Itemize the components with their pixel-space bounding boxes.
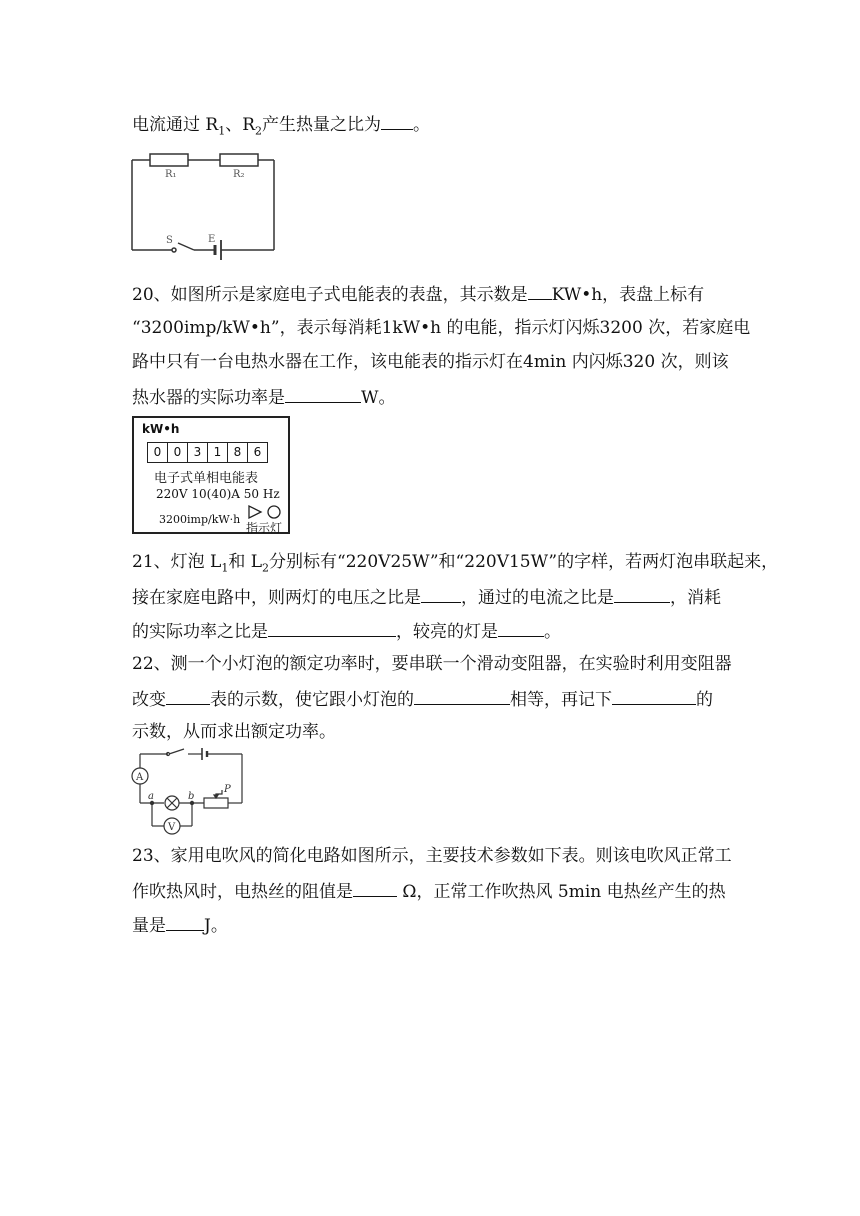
answer-blank[interactable] [498, 620, 544, 637]
series-circuit-diagram [128, 148, 278, 270]
s-label: S [166, 235, 173, 246]
answer-blank[interactable] [166, 688, 210, 705]
switch-blade [178, 243, 194, 250]
rheostat [204, 798, 228, 808]
q23-line-1: 23、家用电吹风的简化电路如图所示，主要技术参数如下表。则该电吹风正常工 [132, 846, 732, 866]
q19-line: 电流通过 $R_1$、$R_2$产生热量之比为 。 [132, 115, 431, 138]
q22-line-2: 改变 表的示数，使它跟小灯泡的 相等，再记下 的 [132, 690, 713, 710]
answer-blank[interactable] [166, 914, 204, 931]
q23-line-2: 作吹热风时，电热丝的阻值是 Ω，正常工作吹热风 5min 电热丝产生的热 [132, 882, 726, 902]
slider-p-label: P [224, 784, 231, 795]
meter-digit: 0 [168, 443, 188, 462]
q22-line-1: 22、测一个小灯泡的额定功率时，要串联一个滑动变阻器，在实验时利用变阻器 [132, 654, 732, 674]
meter-indicator-label: 指示灯 [246, 521, 283, 535]
meter-digit: 6 [253, 445, 262, 459]
meter-digit: 1 [208, 443, 228, 462]
point-b-label: b [188, 791, 195, 802]
q21-line-2: 接在家庭电路中，则两灯的电压之比是 ，通过的电流之比是 ，消耗 [132, 588, 721, 608]
q22-line-3: 示数，从而求出额定功率。 [132, 722, 336, 742]
answer-blank[interactable] [528, 283, 552, 300]
answer-blank[interactable] [421, 586, 461, 603]
answer-blank[interactable] [614, 586, 670, 603]
answer-blank[interactable] [353, 880, 397, 897]
meter-unit: kW•h [142, 422, 180, 436]
q21-line-1: 21、灯泡 $L_1$和 $L_2$分别标有“220V25W”和“220V15W”的字样，若两灯泡串联起来， [132, 552, 779, 575]
ammeter-label: A [136, 772, 144, 783]
switch-blade [169, 749, 184, 754]
meter-digit: 8 [228, 443, 248, 462]
indicator-icon [247, 504, 287, 520]
r2-label: R₂ [233, 169, 245, 180]
voltmeter-label: V [168, 822, 176, 833]
q21-line-3: 的实际功率之比是 ，较亮的灯是 。 [132, 622, 561, 642]
q20-line-2: “3200imp/kW•h”，表示每消耗1kW•h 的电能，指示灯闪烁3200 次，若家庭电 [132, 318, 751, 338]
meter-title: 电子式单相电能表 [154, 471, 259, 486]
resistor-r2 [220, 154, 258, 166]
q20-line-4: 热水器的实际功率是 W。 [132, 388, 396, 408]
meter-digit: 3 [188, 443, 208, 462]
meter-spec: 220V 10(40)A 50 Hz [156, 487, 280, 501]
answer-blank[interactable] [285, 386, 361, 403]
answer-blank[interactable] [268, 620, 396, 637]
r1-label: R₁ [165, 169, 177, 180]
point-a-label: a [148, 791, 154, 802]
answer-blank[interactable] [414, 688, 510, 705]
meter-digit: 0 [148, 443, 168, 462]
q20-line-3: 路中只有一台电热水器在工作，该电能表的指示灯在4min 内闪烁320 次，则该 [132, 352, 729, 372]
meter-imp: 3200imp/kW·h [159, 513, 241, 526]
resistor-r1 [150, 154, 188, 166]
power-measurement-circuit-diagram [128, 746, 248, 838]
electric-meter-panel [132, 416, 290, 534]
answer-blank[interactable] [381, 113, 413, 130]
answer-blank[interactable] [612, 688, 696, 705]
meter-digits [147, 442, 268, 463]
q20-line-1: 20、如图所示是家庭电子式电能表的表盘，其示数是 KW•h，表盘上标有 [132, 285, 705, 305]
e-label: E [208, 234, 216, 245]
q23-line-3: 量是 J。 [132, 916, 228, 936]
